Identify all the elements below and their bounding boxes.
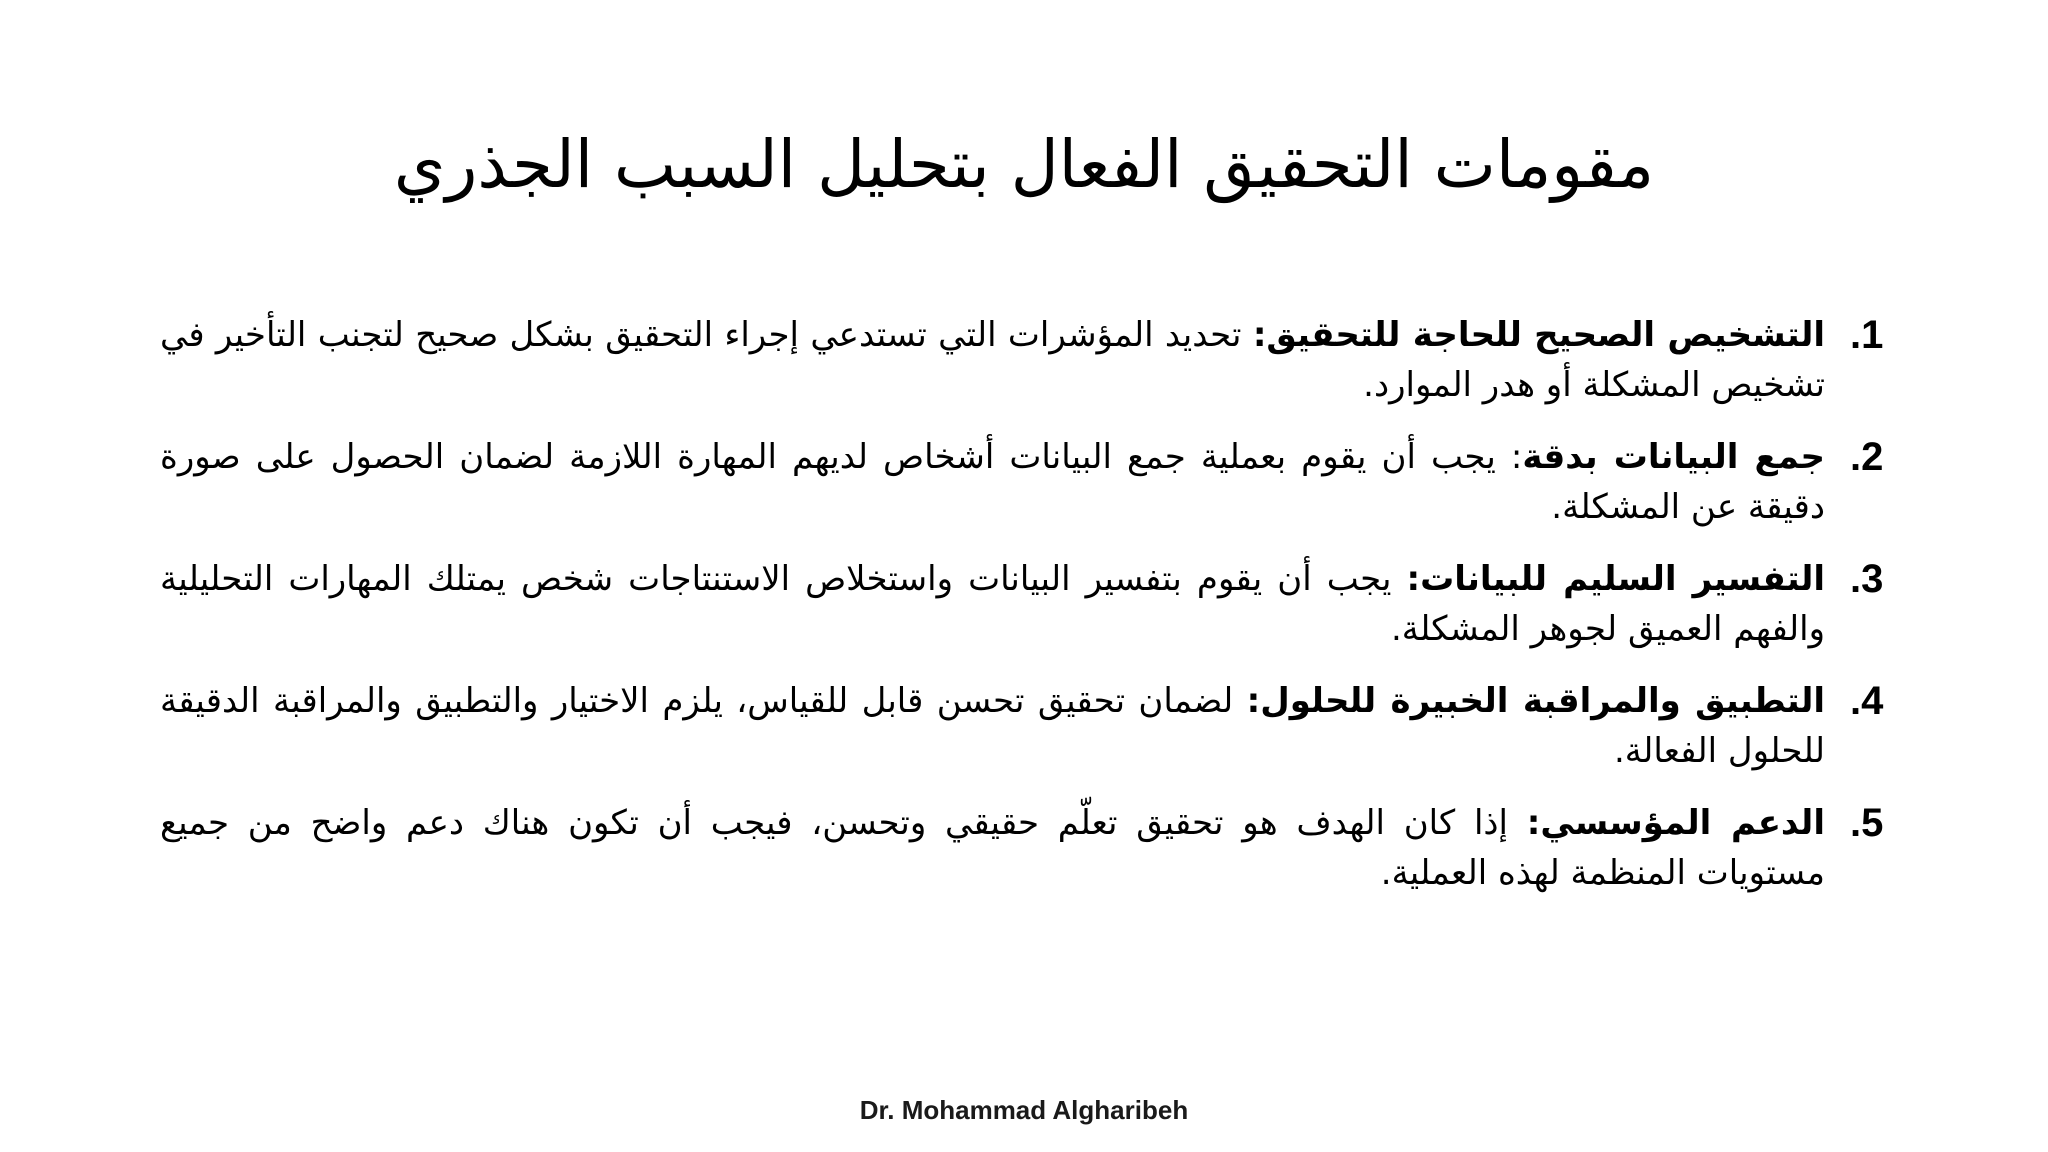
item-body [160, 676, 1825, 776]
item-term: جمع البيانات بدقة [1522, 437, 1825, 477]
item-text: إذا كان الهدف هو تحقيق تعلّم حقيقي وتحسن، فيجب أن تكون هناك دعم واضح من جميع مستويات المنظمة لهذه العملية. [160, 803, 1825, 893]
list-item [160, 676, 1920, 776]
item-body [160, 554, 1825, 654]
slide-title: مقومات التحقيق الفعال بتحليل السبب الجذري [393, 126, 1655, 203]
item-term: التفسير السليم للبيانات: [1406, 559, 1825, 599]
item-text: : يجب أن يقوم بعملية جمع البيانات أشخاص لديهم المهارة اللازمة لضمان الحصول على صورة دقيقة عن المشكلة. [160, 437, 1825, 527]
item-number: .3 [1850, 557, 1884, 601]
item-text: تحديد المؤشرات التي تستدعي إجراء التحقيق بشكل صحيح لتجنب التأخير في تشخيص المشكلة أو هدر الموارد. [160, 315, 1825, 405]
item-text: يجب أن يقوم بتفسير البيانات واستخلاص الاستنتاجات شخص يمتلك المهارات التحليلية والفهم العميق لجوهر المشكلة. [160, 559, 1825, 649]
list-item [160, 554, 1920, 654]
list-item [160, 798, 1920, 898]
item-term: التشخيص الصحيح للحاجة للتحقيق: [1252, 315, 1826, 355]
item-body [160, 432, 1825, 532]
item-number: .1 [1850, 313, 1884, 357]
item-number: .5 [1850, 801, 1884, 845]
item-number: .4 [1850, 679, 1884, 723]
item-number: .2 [1850, 435, 1884, 479]
criteria-list [160, 310, 1920, 920]
list-item [160, 432, 1920, 532]
item-term: التطبيق والمراقبة الخبيرة للحلول: [1246, 681, 1825, 721]
item-body [160, 310, 1825, 410]
author-footer: Dr. Mohammad Algharibeh [859, 1095, 1189, 1125]
item-text: لضمان تحقيق تحسن قابل للقياس، يلزم الاختيار والتطبيق والمراقبة الدقيقة للحلول الفعالة. [160, 681, 1825, 771]
item-body [160, 798, 1825, 898]
list-item [160, 310, 1920, 410]
item-term: الدعم المؤسسي: [1526, 803, 1825, 843]
